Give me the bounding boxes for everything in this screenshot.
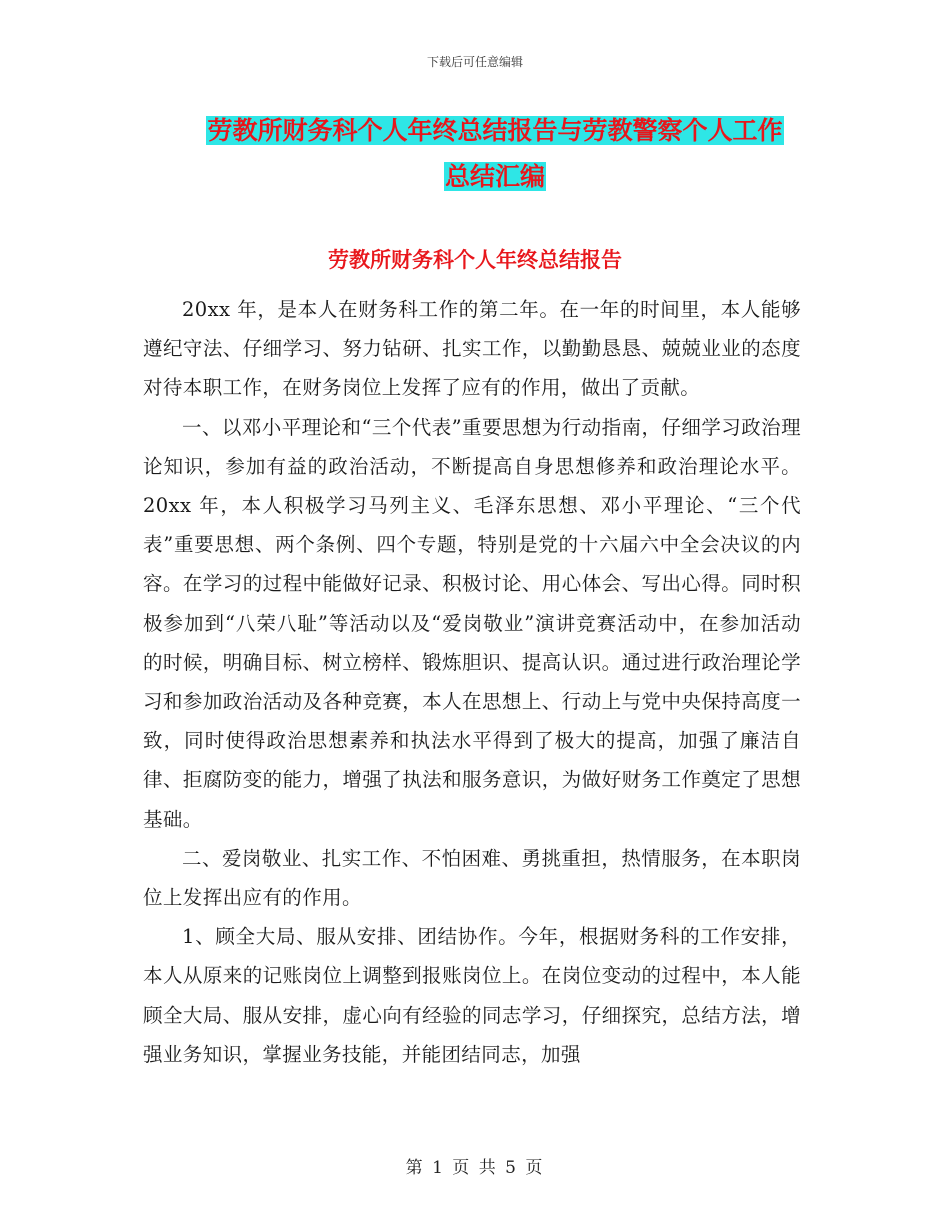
body-text xyxy=(143,290,801,1074)
document-title-line1: 劳教所财务科个人年终总结报告与劳教警察个人工作 xyxy=(207,116,783,145)
document-title-line2: 总结汇编 xyxy=(444,162,545,191)
section-title: 劳教所财务科个人年终总结报告 xyxy=(328,247,622,272)
header-note: 下载后可任意编辑 xyxy=(426,55,523,69)
paragraph: 一、以邓小平理论和“三个代表”重要思想为行动指南，仔细学习政治理论知识，参加有益的政治活动，不断提高自身思想修养和政治理论水平。20xx 年，本人积极学习马列主义、毛泽东思想、邓小平理论、“三个代表”重要思想、两个条例、四个专题，特别是党的十六届六中全会决议的内容。在学习的过程中能做好记录、积极讨论、用心体会、写出心得。同时积极参加到“八荣八耻”等活动以及“爱岗敬业”演讲竞赛活动中，在参加活动的时候，明确目标、树立榜样、锻炼胆识、提高认识。通过进行政治理论学习和参加政治活动及各种竞赛，本人在思想上、行动上与党中央保持高度一致，同时使得政治思想素养和执法水平得到了极大的提高，加强了廉洁自律、拒腐防变的能力，增强了执法和服务意识，为做好财务工作奠定了思想基础。 xyxy=(143,415,801,831)
paragraph: 1、顾全大局、服从安排、团结协作。今年，根据财务科的工作安排，本人从原来的记账岗位上调整到报账岗位上。在岗位变动的过程中，本人能顾全大局、服从安排，虚心向有经验的同志学习，仔细探究，总结方法，增强业务知识，掌握业务技能，并能团结同志，加强 xyxy=(143,925,801,1066)
page-number-footer: 第 1 页 共 5 页 xyxy=(405,1158,545,1178)
paragraph: 20xx 年，是本人在财务科工作的第二年。在一年的时间里，本人能够遵纪守法、仔细学习、努力钻研、扎实工作，以勤勤恳恳、兢兢业业的态度对待本职工作，在财务岗位上发挥了应有的作用，做出了贡献。 xyxy=(143,298,801,400)
document-title xyxy=(160,108,830,200)
paragraph: 二、爱岗敬业、扎实工作、不怕困难、勇挑重担，热情服务，在本职岗位上发挥出应有的作用。 xyxy=(143,846,801,910)
